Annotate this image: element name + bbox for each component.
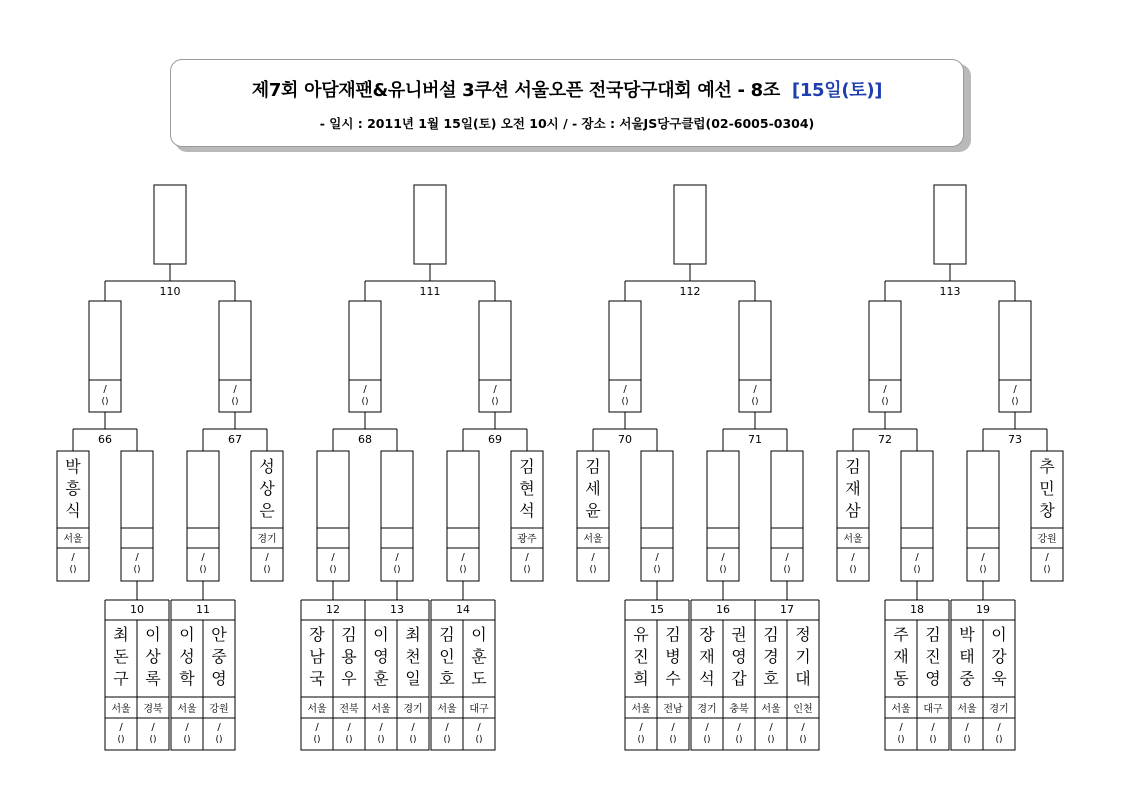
player-name-char: 인 (439, 647, 455, 666)
player-name-char: 재 (699, 647, 715, 666)
player-region: 서울 (177, 704, 197, 715)
score-parens: () (313, 735, 321, 745)
match-number: 72 (878, 433, 892, 446)
player-region: 경기 (697, 704, 717, 715)
score-parens: () (361, 397, 369, 407)
score-parens: () (897, 735, 905, 745)
player-name-char: 훈 (471, 647, 487, 666)
score-slash: / (201, 552, 205, 563)
score-parens: () (589, 565, 597, 575)
score-parens: () (183, 735, 191, 745)
score-slash: / (379, 722, 383, 733)
score-parens: () (393, 565, 401, 575)
player-name-char: 흥 (65, 479, 81, 498)
player-name-char: 이 (373, 625, 389, 644)
match-number: 111 (419, 285, 441, 298)
score-slash: / (883, 384, 887, 395)
player-name-char: 용 (341, 647, 357, 666)
score-slash: / (623, 384, 627, 395)
player-name-char: 최 (405, 625, 421, 644)
player-name-char: 중 (959, 669, 975, 688)
player-name-char: 세 (585, 479, 601, 498)
player-name-char: 김 (585, 457, 601, 476)
score-parens: () (637, 735, 645, 745)
player-name-char: 민 (1039, 479, 1055, 498)
score-parens: () (849, 565, 857, 575)
player-region: 광주 (517, 534, 537, 545)
score-parens: () (459, 565, 467, 575)
player-name-char: 최 (113, 625, 129, 644)
score-slash: / (737, 722, 741, 733)
score-parens: () (621, 397, 629, 407)
player-region: 경기 (257, 534, 277, 545)
player-name-char: 욱 (991, 669, 1007, 688)
player-region: 서울 (371, 704, 391, 715)
player-name-char: 김 (665, 625, 681, 644)
score-parens: () (719, 565, 727, 575)
score-slash: / (915, 552, 919, 563)
player-name-char: 우 (341, 669, 357, 688)
score-parens: () (345, 735, 353, 745)
player-name-char: 창 (1039, 501, 1055, 520)
score-slash: / (525, 552, 529, 563)
match-number: 112 (679, 285, 701, 298)
score-slash: / (477, 722, 481, 733)
player-name-char: 기 (795, 647, 811, 666)
match-number: 71 (748, 433, 762, 446)
player-name-char: 중 (211, 647, 227, 666)
player-name-char: 김 (439, 625, 455, 644)
player-name-char: 유 (633, 625, 649, 644)
player-region: 서울 (891, 704, 911, 715)
score-slash: / (965, 722, 969, 733)
match-number: 70 (618, 433, 632, 446)
player-name-char: 돈 (113, 647, 129, 666)
player-name-char: 이 (991, 625, 1007, 644)
score-parens: () (881, 397, 889, 407)
player-name-char: 학 (179, 669, 195, 688)
player-name-char: 현 (519, 479, 535, 498)
player-name-char: 대 (795, 669, 811, 688)
score-parens: () (149, 735, 157, 745)
player-name-char: 영 (373, 647, 389, 666)
match-number: 67 (228, 433, 242, 446)
match-number: 68 (358, 433, 372, 446)
match-number: 10 (130, 603, 144, 616)
player-name-char: 석 (519, 501, 535, 520)
player-name-char: 남 (309, 647, 325, 666)
score-parens: () (653, 565, 661, 575)
winner-box (414, 185, 446, 264)
player-name-char: 재 (893, 647, 909, 666)
score-parens: () (377, 735, 385, 745)
player-name-char: 일 (405, 669, 421, 688)
score-parens: () (783, 565, 791, 575)
player-region: 서울 (63, 534, 83, 545)
score-slash: / (151, 722, 155, 733)
player-name-char: 동 (893, 669, 909, 688)
score-slash: / (493, 384, 497, 395)
winner-box (674, 185, 706, 264)
player-name-char: 병 (665, 647, 681, 666)
score-parens: () (117, 735, 125, 745)
title-day: [15일(토)] (791, 80, 883, 101)
score-parens: () (963, 735, 971, 745)
player-name-char: 이 (471, 625, 487, 644)
match-number: 17 (780, 603, 794, 616)
player-name-char: 록 (145, 669, 161, 688)
match-number: 19 (976, 603, 990, 616)
player-name-char: 주 (893, 625, 909, 644)
player-region: 전남 (663, 704, 683, 715)
score-parens: () (669, 735, 677, 745)
player-name-char: 추 (1039, 457, 1055, 476)
player-name-char: 상 (145, 647, 161, 666)
player-name-char: 김 (341, 625, 357, 644)
score-slash: / (655, 552, 659, 563)
match-number: 110 (159, 285, 181, 298)
player-region: 서울 (437, 704, 457, 715)
score-parens: () (491, 397, 499, 407)
score-slash: / (461, 552, 465, 563)
score-slash: / (769, 722, 773, 733)
player-name-char: 김 (845, 457, 861, 476)
score-parens: () (1043, 565, 1051, 575)
score-slash: / (347, 722, 351, 733)
player-region: 서울 (843, 534, 863, 545)
score-parens: () (69, 565, 77, 575)
match-number: 12 (326, 603, 340, 616)
player-region: 서울 (111, 704, 131, 715)
score-slash: / (395, 552, 399, 563)
score-slash: / (591, 552, 595, 563)
winner-box (154, 185, 186, 264)
player-name-char: 권 (731, 625, 747, 644)
round2-box (89, 301, 121, 412)
player-region: 전북 (339, 704, 359, 715)
score-slash: / (753, 384, 757, 395)
score-parens: () (929, 735, 937, 745)
player-name-char: 안 (211, 625, 227, 644)
player-region: 서울 (631, 704, 651, 715)
score-slash: / (445, 722, 449, 733)
score-parens: () (101, 397, 109, 407)
score-parens: () (215, 735, 223, 745)
round2-box (609, 301, 641, 412)
score-parens: () (735, 735, 743, 745)
player-name-char: 삼 (845, 501, 861, 520)
score-slash: / (801, 722, 805, 733)
score-slash: / (931, 722, 935, 733)
player-name-char: 도 (471, 669, 487, 688)
player-name-char: 호 (763, 669, 779, 688)
player-name-char: 이 (179, 625, 195, 644)
player-name-char: 윤 (585, 501, 601, 520)
score-parens: () (523, 565, 531, 575)
player-name-char: 훈 (373, 669, 389, 688)
score-parens: () (409, 735, 417, 745)
score-parens: () (703, 735, 711, 745)
score-slash: / (671, 722, 675, 733)
match-number: 16 (716, 603, 730, 616)
match-number: 15 (650, 603, 664, 616)
player-name-char: 희 (633, 669, 649, 688)
player-region: 경기 (403, 704, 423, 715)
player-name-char: 김 (763, 625, 779, 644)
player-region: 강원 (1037, 534, 1057, 545)
player-name-char: 장 (699, 625, 715, 644)
score-parens: () (231, 397, 239, 407)
score-parens: () (799, 735, 807, 745)
score-slash: / (705, 722, 709, 733)
player-name-char: 영 (731, 647, 747, 666)
round2-box (479, 301, 511, 412)
player-region: 서울 (761, 704, 781, 715)
score-parens: () (979, 565, 987, 575)
player-region: 대구 (469, 704, 489, 715)
score-slash: / (103, 384, 107, 395)
match-number: 73 (1008, 433, 1022, 446)
player-region: 인천 (793, 704, 813, 715)
round2-box (869, 301, 901, 412)
score-parens: () (329, 565, 337, 575)
match-number: 113 (939, 285, 961, 298)
player-name-char: 갑 (731, 669, 747, 688)
score-slash: / (135, 552, 139, 563)
score-parens: () (767, 735, 775, 745)
player-region: 경북 (143, 704, 163, 715)
score-slash: / (851, 552, 855, 563)
round2-box (739, 301, 771, 412)
score-parens: () (995, 735, 1003, 745)
player-name-char: 장 (309, 625, 325, 644)
score-slash: / (981, 552, 985, 563)
player-region: 충북 (729, 704, 749, 715)
score-slash: / (363, 384, 367, 395)
player-region: 대구 (923, 704, 943, 715)
player-name-char: 진 (633, 647, 649, 666)
score-slash: / (785, 552, 789, 563)
score-parens: () (475, 735, 483, 745)
player-name-char: 재 (845, 479, 861, 498)
player-name-char: 경 (763, 647, 779, 666)
player-region: 강원 (209, 704, 229, 715)
player-name-char: 진 (925, 647, 941, 666)
player-name-char: 김 (519, 457, 535, 476)
score-slash: / (265, 552, 269, 563)
player-name-char: 이 (145, 625, 161, 644)
player-name-char: 천 (405, 647, 421, 666)
score-slash: / (1013, 384, 1017, 395)
player-region: 서울 (583, 534, 603, 545)
player-name-char: 수 (665, 669, 681, 688)
player-region: 서울 (307, 704, 327, 715)
score-slash: / (315, 722, 319, 733)
score-slash: / (71, 552, 75, 563)
event-info: - 일시 : 2011년 1월 15일(토) 오전 10시 / - 장소 : 서울JS당구클럽(02-6005-0304) (319, 116, 815, 131)
player-region: 서울 (957, 704, 977, 715)
match-number: 69 (488, 433, 502, 446)
score-slash: / (411, 722, 415, 733)
player-name-char: 구 (113, 669, 129, 688)
match-number: 11 (196, 603, 210, 616)
score-slash: / (233, 384, 237, 395)
player-name-char: 은 (259, 501, 275, 520)
score-slash: / (639, 722, 643, 733)
player-name-char: 석 (699, 669, 715, 688)
round2-box (349, 301, 381, 412)
player-name-char: 영 (211, 669, 227, 688)
player-name-char: 정 (795, 625, 811, 644)
winner-box (934, 185, 966, 264)
score-parens: () (913, 565, 921, 575)
score-parens: () (263, 565, 271, 575)
score-slash: / (899, 722, 903, 733)
score-slash: / (217, 722, 221, 733)
score-slash: / (331, 552, 335, 563)
score-parens: () (751, 397, 759, 407)
match-number: 13 (390, 603, 404, 616)
round2-box (999, 301, 1031, 412)
player-name-char: 박 (65, 457, 81, 476)
player-name-char: 김 (925, 625, 941, 644)
match-number: 18 (910, 603, 924, 616)
match-number: 14 (456, 603, 470, 616)
score-slash: / (997, 722, 1001, 733)
score-slash: / (119, 722, 123, 733)
player-name-char: 성 (259, 457, 275, 476)
score-parens: () (199, 565, 207, 575)
player-name-char: 호 (439, 669, 455, 688)
round2-box (219, 301, 251, 412)
match-number: 66 (98, 433, 112, 446)
player-name-char: 상 (259, 479, 275, 498)
score-parens: () (1011, 397, 1019, 407)
player-name-char: 영 (925, 669, 941, 688)
player-name-char: 식 (65, 501, 81, 520)
score-slash: / (721, 552, 725, 563)
player-name-char: 태 (959, 647, 975, 666)
player-name-char: 국 (309, 669, 325, 688)
player-region: 경기 (989, 704, 1009, 715)
score-slash: / (185, 722, 189, 733)
score-parens: () (443, 735, 451, 745)
player-name-char: 성 (179, 647, 195, 666)
title-text: 제7회 아담재팬&유니버설 3쿠션 서울오픈 전국당구대회 예선 - 8조 (251, 80, 780, 101)
player-name-char: 박 (959, 625, 975, 644)
score-slash: / (1045, 552, 1049, 563)
score-parens: () (133, 565, 141, 575)
player-name-char: 강 (991, 647, 1007, 666)
